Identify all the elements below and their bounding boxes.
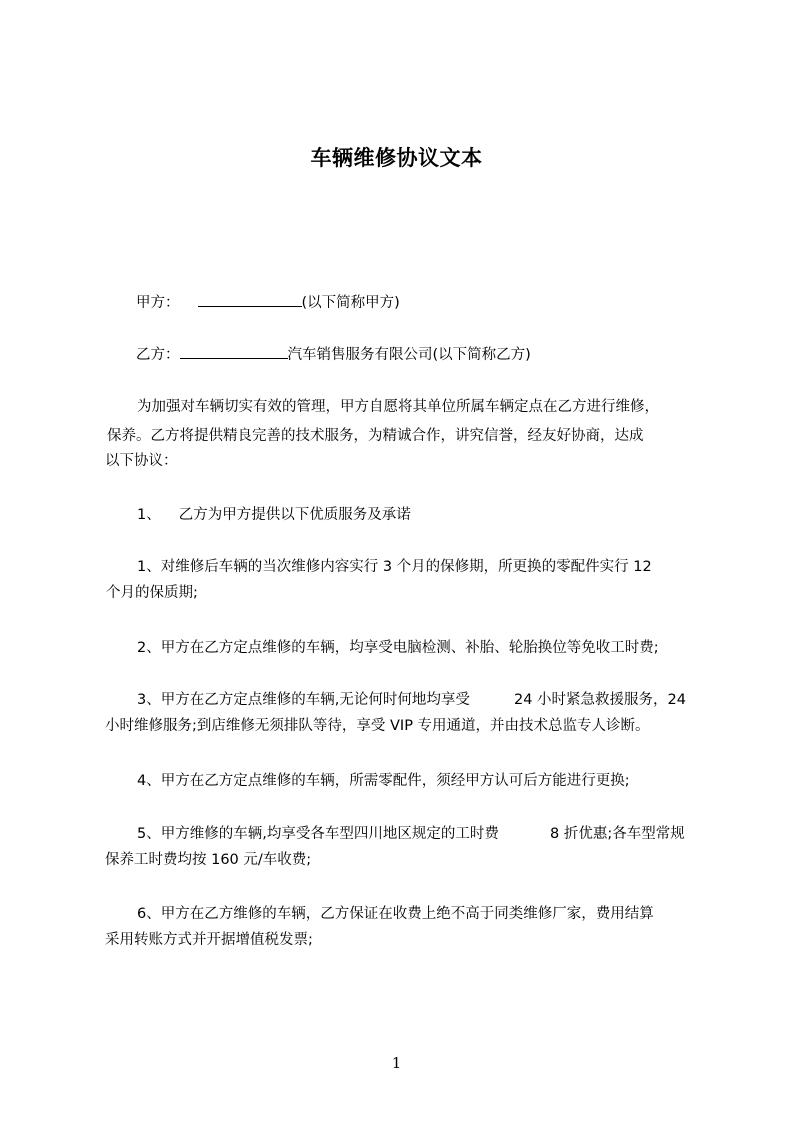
party-b-line — [136, 344, 531, 365]
party-a-line — [136, 292, 400, 313]
item-4-line-1: 4、甲方在乙方定点维修的车辆，所需零配件，须经甲方认可后方能进行更换; — [137, 773, 630, 789]
item-2-line-1: 2、甲方在乙方定点维修的车辆，均享受电脑检测、补胎、轮胎换位等免收工时费; — [137, 640, 659, 656]
item-3-line-2: 小时维修服务;到店维修无须排队等待，享受 VIP 专用通道，并由技术总监专人诊断。 — [105, 718, 650, 734]
item-5-line-1a: 5、甲方维修的车辆,均享受各车型四川地区规定的工时费 — [137, 826, 499, 842]
item-5-line-1b: 8 折优惠;各车型常规 — [550, 826, 685, 842]
section-1-title: 乙方为甲方提供以下优质服务及承诺 — [178, 507, 411, 523]
party-b-blank — [180, 344, 288, 359]
item-6-line-2: 采用转账方式并开据增值税发票; — [105, 932, 313, 948]
party-a-suffix: (以下简称甲方) — [301, 295, 400, 311]
intro-line-3: 以下协议： — [105, 453, 178, 469]
item-1-line-2: 个月的保质期; — [106, 585, 198, 601]
intro-line-2: 保养。乙方将提供精良完善的技术服务，为精诚合作，讲究信誉，经友好协商，达成 — [107, 428, 644, 444]
party-a-blank — [198, 292, 302, 307]
party-a-label: 甲方： — [136, 295, 180, 311]
section-1-heading — [137, 505, 411, 525]
page-title: 车辆维修协议文本 — [310, 146, 483, 170]
section-1-number: 1、 — [137, 507, 161, 523]
intro-line-1: 为加强对车辆切实有效的管理，甲方自愿将其单位所属车辆定点在乙方进行维修， — [137, 399, 659, 415]
item-3-line-1b: 24 小时紧急救援服务，24 — [514, 692, 687, 708]
item-1-line-1: 1、对维修后车辆的当次维修内容实行 3 个月的保修期，所更换的零配件实行 12 — [137, 559, 652, 575]
item-6-line-1: 6、甲方在乙方维修的车辆，乙方保证在收费上绝不高于同类维修厂家，费用结算 — [137, 906, 654, 922]
party-b-suffix: 汽车销售服务有限公司(以下简称乙方) — [287, 347, 531, 363]
item-5-line-2: 保养工时费均按 160 元/车收费; — [105, 852, 312, 868]
item-3-line-1a: 3、甲方在乙方定点维修的车辆,无论何时何地均享受 — [137, 692, 470, 708]
page-number: 1 — [391, 1054, 402, 1072]
party-b-label: 乙方： — [136, 347, 180, 363]
